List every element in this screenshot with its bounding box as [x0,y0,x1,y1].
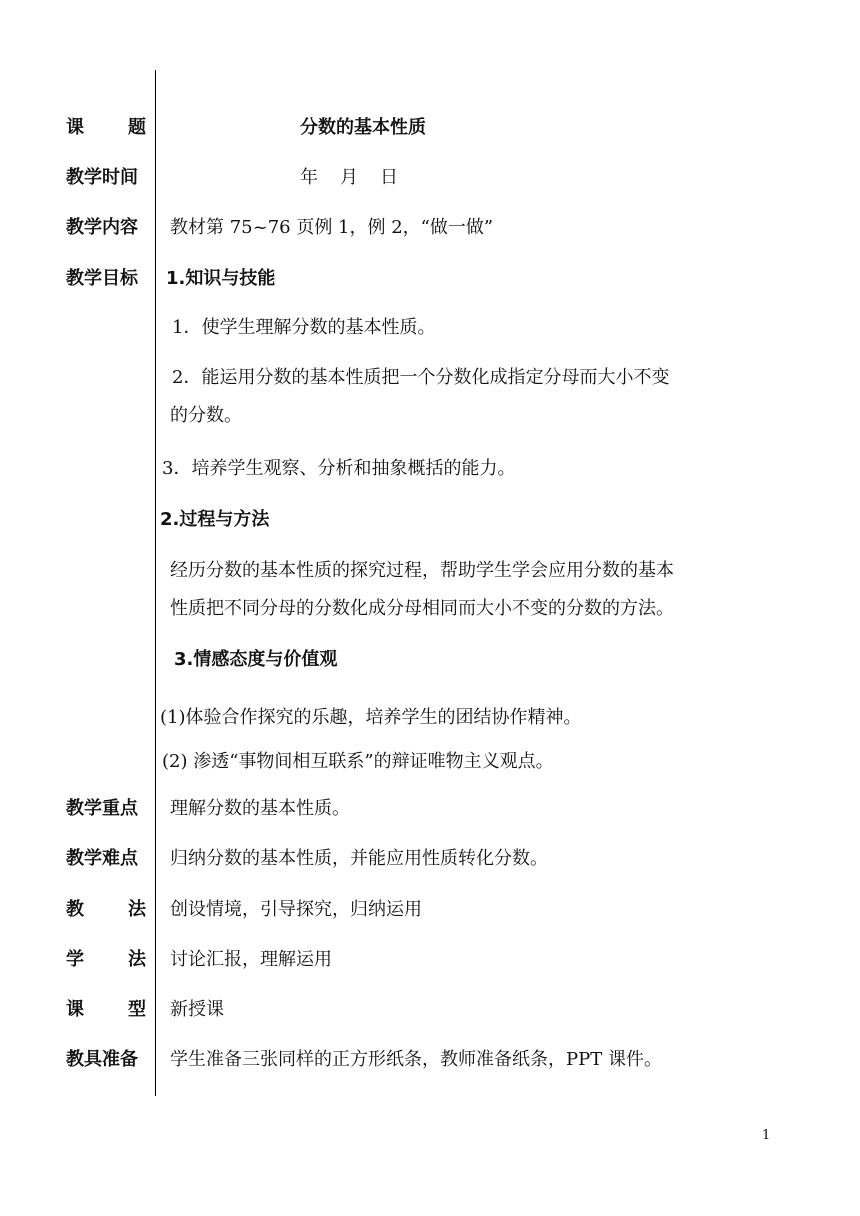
label-lesson-type-char-1: 课 [66,999,84,1020]
topic-value: 分数的基本性质 [300,117,426,138]
learning-method-value: 讨论汇报，理解运用 [170,949,332,970]
goals-process-line1: 经历分数的基本性质的探究过程，帮助学生学会应用分数的基本 [170,560,674,581]
time-month: 月 [340,167,358,188]
label-goals: 教学目标 [66,268,138,289]
label-difficulty: 教学难点 [66,848,138,869]
time-year: 年 [300,167,318,188]
goals-section2-title: 2.过程与方法 [160,509,270,530]
goals-item2-line1: 2．能运用分数的基本性质把一个分数化成指定分母而大小不变 [172,367,670,388]
label-time: 教学时间 [66,167,138,188]
goals-attitude1: (1)体验合作探究的乐趣，培养学生的团结协作精神。 [160,707,582,728]
materials-value: 学生准备三张同样的正方形纸条，教师准备纸条，PPT 课件。 [170,1049,662,1070]
label-learning-method-char-2: 法 [128,949,146,970]
label-content: 教学内容 [66,217,138,238]
goals-item1: 1．使学生理解分数的基本性质。 [172,317,436,338]
page-number: 1 [762,1128,771,1143]
label-learning-method-char-1: 学 [66,949,84,970]
label-teaching-method-char-2: 法 [128,899,146,920]
time-day: 日 [380,167,398,188]
label-materials: 教具准备 [66,1049,138,1070]
key-point-value: 理解分数的基本性质。 [170,798,350,819]
column-divider [155,70,156,1096]
goals-item2-line2: 的分数。 [170,405,242,426]
difficulty-value: 归纳分数的基本性质，并能应用性质转化分数。 [170,848,548,869]
label-topic-char-1: 课 [66,117,84,138]
teaching-method-value: 创设情境，引导探究，归纳运用 [170,899,422,920]
label-teaching-method [66,898,146,922]
label-lesson-type [66,998,146,1022]
goals-item3: 3．培养学生观察、分析和抽象概括的能力。 [162,458,516,479]
label-topic [66,116,146,140]
label-learning-method [66,948,146,972]
label-lesson-type-char-2: 型 [128,999,146,1020]
goals-section1-title: 1.知识与技能 [166,268,276,289]
label-topic-char-2: 题 [128,117,146,138]
content-value: 教材第 75~76 页例 1，例 2，“做一做” [170,217,494,238]
label-teaching-method-char-1: 教 [66,899,84,920]
goals-process-line2: 性质把不同分母的分数化成分母相同而大小不变的分数的方法。 [170,598,674,619]
lesson-type-value: 新授课 [170,999,224,1020]
goals-attitude2: (2) 渗透“事物间相互联系”的辩证唯物主义观点。 [162,751,554,772]
goals-section3-title: 3.情感态度与价值观 [174,649,338,670]
label-key-point: 教学重点 [66,798,138,819]
